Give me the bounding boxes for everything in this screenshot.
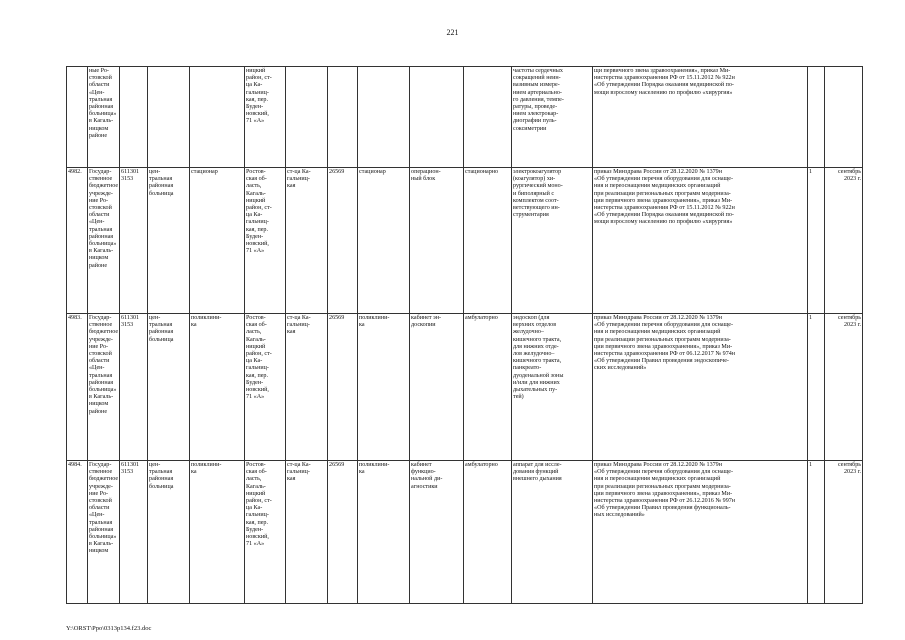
cell-text-line: «Об утверждении перечня оборудования для оснаще-	[594, 176, 734, 183]
cell-text-line: район, ст-	[246, 75, 272, 82]
page-number: 221	[446, 28, 459, 37]
cell-text-line: 611301	[121, 462, 140, 468]
cell-equipment	[512, 67, 593, 168]
cell-text-line: при реализации региональных программ модерниза-	[594, 483, 731, 490]
cell-text-line: кабинет эн-	[411, 315, 442, 321]
cell-text-line: ка	[359, 322, 365, 329]
cell-text-line: тральная	[89, 226, 113, 233]
cell-text-line: ции первичного звена здравоохранения», приказ Ми-	[594, 343, 733, 350]
cell-text-line: «Цен-	[89, 219, 105, 226]
cell-text-line: ние Ро-	[89, 197, 109, 204]
cell-text-line: комплектом соот-	[513, 197, 559, 204]
cell-text-line: Буден-	[246, 104, 264, 111]
cell-text-line: тральная	[149, 176, 173, 183]
cell-facility	[148, 168, 190, 314]
cell-settlement	[286, 168, 328, 314]
cell-text-line: нистерства здравоохранения РФ от 06.12.2017 № 974н	[594, 351, 736, 358]
cell-text-line: Ростов-	[246, 169, 266, 175]
cell-text-line: бюджетное	[89, 476, 119, 483]
cell-text-line: при реализации региональных программ модерниза-	[594, 190, 731, 197]
cell-care-form	[464, 67, 512, 168]
cell-text-line: ницкий	[246, 68, 266, 74]
cell-quantity	[808, 461, 825, 604]
cell-text-line: кабинет	[411, 462, 432, 468]
cell-code	[120, 168, 148, 314]
footer-file-path: Y:\ORST\Ppo\0313p134.f23.doc	[66, 625, 152, 632]
cell-text-line: ская об-	[246, 176, 267, 183]
cell-text-line: Государ-	[89, 315, 112, 321]
cell-text-line: больница»	[89, 241, 117, 248]
cell-text-line: тей)	[513, 394, 524, 401]
cell-text-line: сокращений неин-	[513, 75, 561, 82]
cell-text-line: больница»	[89, 534, 117, 541]
cell-text-line: ца Ка-	[246, 505, 263, 512]
cell-room	[410, 67, 464, 168]
cell-text-line: сентябрь	[837, 169, 862, 175]
cell-care-form	[464, 314, 512, 461]
cell-text-line: в Кагаль-	[89, 394, 114, 401]
cell-code	[120, 67, 148, 168]
cell-address	[245, 67, 286, 168]
cell-text-line: 71 «А»	[246, 394, 265, 401]
cell-text-line: районная	[149, 329, 174, 336]
cell-text-line: в Кагаль-	[89, 248, 114, 255]
cell-text-line: желудочно–	[513, 329, 544, 336]
cell-text-line: стовской	[89, 351, 112, 358]
cell-text-line: операцион-	[411, 169, 441, 175]
cell-text-line: нием артериально-	[513, 89, 562, 96]
cell-text-line: ницкий	[246, 197, 266, 204]
cell-text-line: ст-ца Ка-	[287, 462, 311, 468]
cell-text-line: тральная	[89, 519, 113, 526]
cell-text-line: кая, пер.	[246, 372, 268, 379]
cell-text-line: учрежде-	[89, 190, 113, 197]
cell-text-line: стационар	[191, 169, 218, 175]
cell-text-line: Кагаль-	[246, 336, 266, 343]
cell-date	[825, 67, 863, 168]
cell-text-line: гальниц-	[246, 512, 269, 519]
cell-text-line: новский,	[246, 387, 269, 394]
table-row	[67, 314, 863, 461]
cell-text-line: «Об утверждении Правил проведения эндоскопиче-	[594, 358, 729, 365]
table-row	[67, 461, 863, 604]
cell-text-line: доскопии	[411, 322, 436, 329]
cell-text-line: Ростов-	[246, 315, 266, 321]
cell-settlement	[286, 461, 328, 604]
cell-text-line: ции первичного звена здравоохранения», приказ Ми-	[594, 490, 733, 497]
cell-text-line: лов желудочно–	[513, 351, 555, 358]
cell-text-line: приказ Минздрава России от 28.12.2020 № 1379н	[594, 169, 722, 175]
cell-text-line: стационарно	[465, 169, 499, 175]
cell-department	[190, 461, 245, 604]
cell-text-line: «Цен-	[89, 512, 105, 519]
cell-text-line: ст-ца Ка-	[287, 315, 311, 321]
cell-text-line: дования функций	[513, 469, 559, 476]
cell-text-line: ка	[359, 469, 365, 476]
cell-text-line: районе	[89, 262, 108, 269]
cell-text-line: ласть,	[246, 329, 262, 336]
cell-text-line: район, ст-	[246, 498, 272, 505]
cell-text-line: ницком	[89, 548, 109, 555]
cell-text-line: «Об утверждении перечня оборудования для оснаще-	[594, 322, 734, 329]
cell-text-line: и биполярный с	[513, 190, 555, 197]
cell-text-line: электрокоагулятор	[513, 169, 562, 175]
cell-quantity	[808, 67, 825, 168]
cell-basis	[593, 461, 808, 604]
cell-text-line: щи первичного звена здравоохранения», приказ Ми-	[594, 68, 731, 74]
cell-text-line: районная	[149, 476, 174, 483]
cell-text-line: ный блок	[411, 176, 436, 183]
cell-text-line: диографии пуль-	[513, 118, 557, 125]
cell-text-line: нистерства здравоохранения РФ от 26.12.2016 № 997н	[594, 498, 736, 505]
cell-text-line: 611301	[121, 169, 140, 175]
cell-text-line: ласть,	[246, 183, 262, 190]
cell-room	[410, 461, 464, 604]
cell-quantity	[808, 168, 825, 314]
cell-text-line: цен-	[149, 462, 161, 468]
cell-text-line: 1	[809, 169, 813, 175]
cell-care-form	[464, 461, 512, 604]
cell-text-line: больница»	[89, 111, 117, 118]
cell-text-line: 3153	[121, 469, 134, 476]
cell-basis	[593, 314, 808, 461]
cell-text-line: ния и переоснащения медицинских организаций	[594, 183, 721, 190]
cell-date	[825, 314, 863, 461]
cell-text-line: гальниц-	[246, 89, 269, 96]
cell-text-line: ницком	[89, 401, 109, 408]
cell-text-line: 1	[809, 462, 813, 468]
cell-date	[825, 461, 863, 604]
cell-text-line: районная	[89, 379, 114, 386]
cell-unit-type	[358, 314, 410, 461]
cell-text-line: Государ-	[89, 462, 112, 468]
cell-text-line: ст-ца Ка-	[287, 169, 311, 175]
cell-text-line: аппарат для иссле-	[513, 462, 562, 468]
cell-text-line: бюджетное	[89, 329, 119, 336]
cell-text-line: 2023 г.	[843, 176, 862, 183]
cell-text-line: в Кагаль-	[89, 118, 114, 125]
cell-text-line: ка	[191, 322, 197, 329]
cell-text-line: 3153	[121, 322, 134, 329]
cell-text-line: Буден-	[246, 233, 264, 240]
cell-text-line: кая, пер.	[246, 226, 268, 233]
cell-text-line: дуоденальной зоны	[513, 372, 564, 379]
cell-okato	[328, 314, 358, 461]
cell-text-line: 26569	[329, 315, 345, 321]
cell-text-line: районная	[149, 183, 174, 190]
cell-text-line: районе	[89, 408, 108, 415]
cell-text-line: ская об-	[246, 322, 267, 329]
cell-text-line: для нижних отде-	[513, 343, 559, 350]
cell-text-line: ца Ка-	[246, 82, 263, 89]
cell-text-line: ца Ка-	[246, 212, 263, 219]
cell-text-line: районная	[89, 233, 114, 240]
cell-text-line: «Об утверждении перечня оборудования для оснаще-	[594, 469, 734, 476]
cell-text-line: гальниц-	[287, 322, 310, 329]
cell-text-line: соксиметрии	[513, 125, 547, 132]
cell-text-line: нистерства здравоохранения РФ от 15.11.2012 № 922н	[594, 75, 735, 82]
cell-text-line: вазивным измере-	[513, 82, 560, 89]
cell-text-line: (коагулятор) хи-	[513, 176, 556, 183]
cell-text-line: сентябрь	[837, 462, 862, 468]
cell-text-line: 4983.	[68, 315, 82, 321]
cell-text-line: ния и переоснащения медицинских организаций	[594, 476, 721, 483]
cell-text-line: кая	[287, 329, 296, 336]
cell-text-line: поликлини-	[359, 315, 390, 321]
cell-text-line: ственное	[89, 469, 113, 476]
cell-text-line: ние Ро-	[89, 343, 109, 350]
cell-text-line: 26569	[329, 462, 345, 468]
cell-text-line: новский,	[246, 111, 269, 118]
cell-text-line: ницком	[89, 255, 109, 262]
cell-text-line: цен-	[149, 315, 161, 321]
cell-text-line: го давления, темпе-	[513, 96, 564, 103]
cell-text-line: кая, пер.	[246, 96, 268, 103]
cell-quantity	[808, 314, 825, 461]
cell-text-line: 71 «А»	[246, 118, 265, 125]
cell-text-line: кишечного тракта,	[513, 336, 562, 343]
cell-text-line: учрежде-	[89, 483, 113, 490]
cell-text-line: ции первичного звена здравоохранения», приказ Ми-	[594, 197, 733, 204]
cell-equipment	[512, 168, 593, 314]
cell-text-line: ницкий	[246, 490, 266, 497]
cell-text-line: «Цен-	[89, 89, 105, 96]
cell-text-line: нием электрокар-	[513, 111, 559, 118]
cell-text-line: 1	[809, 315, 813, 321]
cell-text-line: частоты сердечных	[513, 68, 563, 74]
cell-text-line: мощи взрослому населению по профилю «хирургия»	[594, 89, 733, 96]
cell-text-line: амбулаторно	[465, 462, 498, 468]
cell-room	[410, 314, 464, 461]
cell-text-line: ницком	[89, 125, 109, 132]
cell-text-line: 2023 г.	[843, 469, 862, 476]
cell-num	[67, 314, 88, 461]
cell-text-line: больница	[149, 190, 174, 197]
cell-okato	[328, 168, 358, 314]
cell-room	[410, 168, 464, 314]
cell-text-line: ницкий	[246, 343, 266, 350]
cell-department	[190, 168, 245, 314]
cell-text-line: Буден-	[246, 379, 264, 386]
cell-text-line: внешнего дыхания	[513, 476, 562, 483]
cell-text-line: больница	[149, 336, 174, 343]
cell-text-line: гальниц-	[287, 469, 310, 476]
cell-text-line: функцио-	[411, 469, 436, 476]
cell-text-line: нальной ди-	[411, 476, 443, 483]
cell-text-line: ных исследований»	[594, 512, 645, 519]
cell-settlement	[286, 314, 328, 461]
cell-organization	[88, 67, 120, 168]
cell-text-line: кая	[287, 183, 296, 190]
cell-text-line: приказ Минздрава России от 28.12.2020 № 1379н	[594, 462, 722, 468]
cell-organization	[88, 461, 120, 604]
cell-text-line: новский,	[246, 241, 269, 248]
cell-text-line: 71 «А»	[246, 541, 265, 548]
cell-text-line: район, ст-	[246, 351, 272, 358]
cell-unit-type	[358, 461, 410, 604]
cell-text-line: ских исследований»	[594, 365, 647, 372]
cell-text-line: стовской	[89, 498, 112, 505]
cell-text-line: дыхательных пу-	[513, 387, 558, 394]
equipment-table	[66, 66, 863, 604]
cell-text-line: поликлини-	[359, 462, 390, 468]
cell-text-line: «Об утверждении Порядка оказания медицинской по-	[594, 82, 734, 89]
cell-text-line: Государ-	[89, 169, 112, 175]
cell-text-line: области	[89, 358, 110, 365]
cell-text-line: новский,	[246, 534, 269, 541]
cell-num	[67, 168, 88, 314]
cell-text-line: области	[89, 505, 110, 512]
cell-basis	[593, 168, 808, 314]
cell-text-line: «Об утверждении Правил проведения функциональ-	[594, 505, 731, 512]
cell-text-line: поликлини-	[191, 462, 222, 468]
cell-text-line: районная	[89, 526, 114, 533]
cell-text-line: «Цен-	[89, 365, 105, 372]
cell-code	[120, 461, 148, 604]
cell-text-line: агностики	[411, 483, 438, 490]
cell-text-line: ние Ро-	[89, 490, 109, 497]
cell-text-line: Кагаль-	[246, 483, 266, 490]
cell-unit-type	[358, 168, 410, 314]
cell-text-line: Ростов-	[246, 462, 266, 468]
cell-text-line: ласть,	[246, 476, 262, 483]
cell-text-line: район, ст-	[246, 205, 272, 212]
cell-text-line: больница	[149, 483, 174, 490]
cell-text-line: цен-	[149, 169, 161, 175]
cell-address	[245, 314, 286, 461]
cell-text-line: области	[89, 82, 110, 89]
cell-text-line: тральная	[89, 96, 113, 103]
cell-text-line: бюджетное	[89, 183, 119, 190]
cell-text-line: стационар	[359, 169, 386, 175]
cell-facility	[148, 67, 190, 168]
cell-text-line: ская об-	[246, 469, 267, 476]
cell-text-line: ца Ка-	[246, 358, 263, 365]
cell-text-line: 4982.	[68, 169, 82, 175]
cell-settlement	[286, 67, 328, 168]
cell-care-form	[464, 168, 512, 314]
cell-text-line: районная	[89, 104, 114, 111]
cell-facility	[148, 314, 190, 461]
cell-text-line: ные Ро-	[89, 68, 109, 74]
cell-text-line: 2023 г.	[843, 322, 862, 329]
cell-text-line: панкреато-	[513, 365, 542, 372]
cell-text-line: стовской	[89, 205, 112, 212]
cell-text-line: 4984.	[68, 462, 82, 468]
cell-text-line: приказ Минздрава России от 28.12.2020 № 1379н	[594, 315, 722, 321]
cell-text-line: Буден-	[246, 526, 264, 533]
cell-text-line: нистерства здравоохранения РФ от 15.11.2012 № 922н	[594, 205, 735, 212]
cell-code	[120, 314, 148, 461]
cell-text-line: амбулаторно	[465, 315, 498, 321]
cell-text-line: мощи взрослому населению по профилю «хирургия»	[594, 219, 733, 226]
cell-text-line: струментария	[513, 212, 549, 219]
cell-text-line: 71 «А»	[246, 248, 265, 255]
cell-text-line: кая	[287, 476, 296, 483]
cell-text-line: ка	[191, 469, 197, 476]
cell-text-line: больница»	[89, 387, 117, 394]
cell-department	[190, 67, 245, 168]
cell-equipment	[512, 314, 593, 461]
cell-text-line: и/или для нижних	[513, 379, 560, 386]
cell-text-line: сентябрь	[837, 315, 862, 321]
cell-text-line: ственное	[89, 176, 113, 183]
cell-organization	[88, 168, 120, 314]
cell-text-line: ветствующего ин-	[513, 205, 560, 212]
cell-text-line: ния и переоснащения медицинских организаций	[594, 329, 721, 336]
cell-text-line: кишечного тракта,	[513, 358, 562, 365]
cell-facility	[148, 461, 190, 604]
cell-text-line: стовской	[89, 75, 112, 82]
table-row	[67, 168, 863, 314]
cell-text-line: поликлини-	[191, 315, 222, 321]
cell-text-line: 26569	[329, 169, 345, 175]
cell-text-line: области	[89, 212, 110, 219]
cell-num	[67, 461, 88, 604]
cell-unit-type	[358, 67, 410, 168]
cell-text-line: 3153	[121, 176, 134, 183]
table-row	[67, 67, 863, 168]
cell-text-line: ственное	[89, 322, 113, 329]
cell-organization	[88, 314, 120, 461]
cell-text-line: в Кагаль-	[89, 541, 114, 548]
cell-text-line: 611301	[121, 315, 140, 321]
cell-basis	[593, 67, 808, 168]
cell-text-line: гальниц-	[287, 176, 310, 183]
cell-text-line: эндоскоп (для	[513, 315, 550, 321]
cell-num	[67, 67, 88, 168]
cell-text-line: тральная	[149, 322, 173, 329]
cell-address	[245, 461, 286, 604]
cell-text-line: учрежде-	[89, 336, 113, 343]
cell-text-line: кая, пер.	[246, 519, 268, 526]
cell-date	[825, 168, 863, 314]
cell-text-line: тральная	[149, 469, 173, 476]
cell-text-line: рургический моно-	[513, 183, 563, 190]
cell-address	[245, 168, 286, 314]
cell-text-line: Кагаль-	[246, 190, 266, 197]
cell-text-line: гальниц-	[246, 219, 269, 226]
cell-okato	[328, 67, 358, 168]
cell-text-line: тральная	[89, 372, 113, 379]
cell-text-line: верхних отделов	[513, 322, 557, 329]
cell-okato	[328, 461, 358, 604]
cell-text-line: при реализации региональных программ модерниза-	[594, 336, 731, 343]
cell-equipment	[512, 461, 593, 604]
cell-text-line: гальниц-	[246, 365, 269, 372]
cell-text-line: районе	[89, 132, 108, 139]
cell-department	[190, 314, 245, 461]
cell-text-line: «Об утверждении Порядка оказания медицинской по-	[594, 212, 734, 219]
cell-text-line: ратуры, проведе-	[513, 104, 558, 111]
